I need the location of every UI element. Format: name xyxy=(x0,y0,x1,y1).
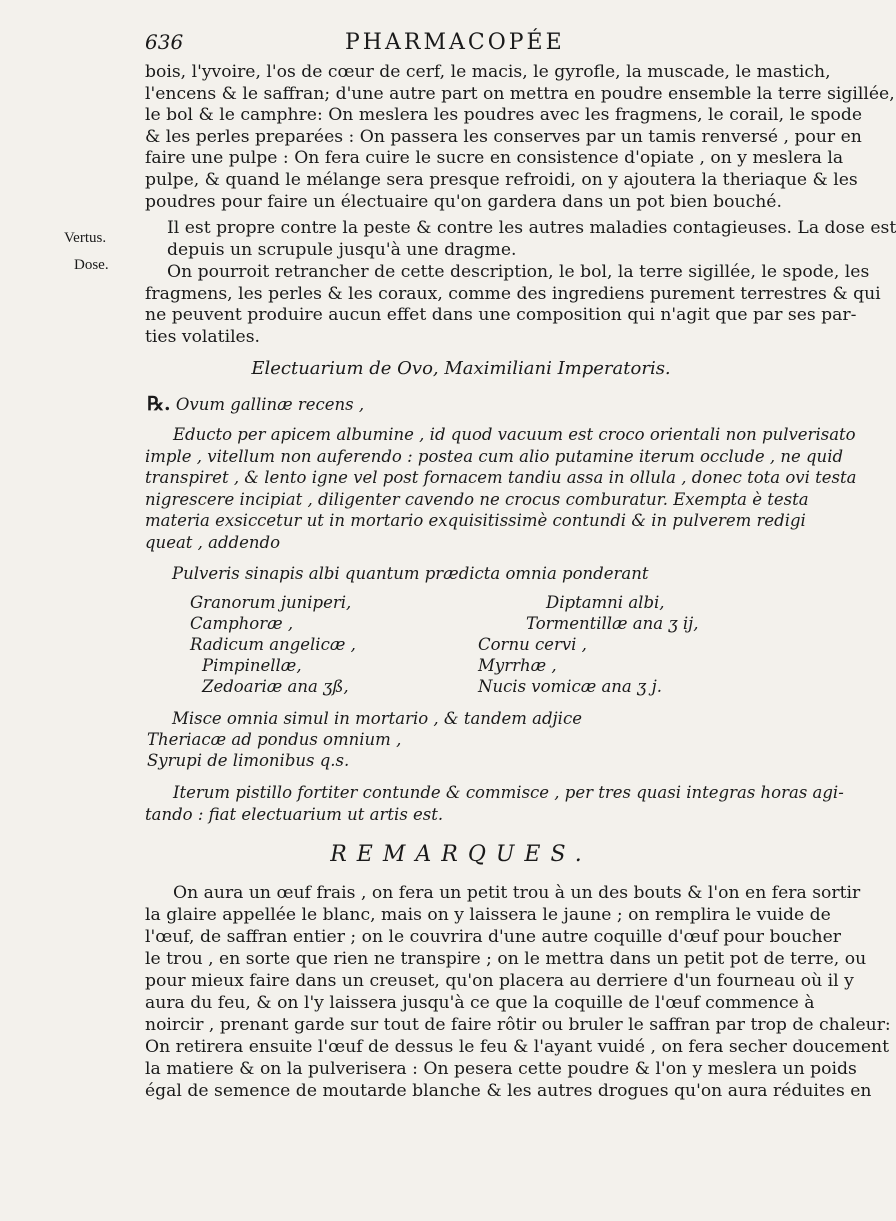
ingredient: Zedoariæ ana ʒß, xyxy=(202,677,349,696)
text-line: la matiere & on la pulverisera : On pesera cette poudre & l'on y meslera un poids xyxy=(145,1059,857,1079)
ingredient: Myrrhæ , xyxy=(478,656,557,675)
educto-paragraph xyxy=(145,424,857,553)
text-line: Syrupi de limonibus q.s. xyxy=(147,751,350,770)
text-line: pulpe, & quand le mélange sera presque refroidi, on y ajoutera la theriaque & les xyxy=(145,169,858,190)
pulveris-line: Pulveris sinapis albi quantum prædicta omnia ponderant xyxy=(172,564,649,583)
text-line: Educto per apicem albumine , id quod vacuum est croco orientali non pulverisato xyxy=(173,425,856,444)
text-line: ties volatiles. xyxy=(145,326,261,347)
text-line: faire une pulpe : On fera cuire le sucre en consistence d'opiate , on y meslera la xyxy=(145,148,844,169)
text-line: l'œuf, de saffran entier ; on le couvrira d'une autre coquille d'œuf pour boucher xyxy=(145,927,841,947)
text-line: materia exsiccetur ut in mortario exquisitissimè contundi & in pulverem redigi xyxy=(145,511,806,530)
ingredient: Cornu cervi , xyxy=(478,635,587,654)
running-title: PHARMACOPÉE xyxy=(345,30,565,55)
text-line: le trou , en sorte que rien ne transpire ; on le mettra dans un petit pot de terre, ou xyxy=(145,949,867,969)
intro-paragraph xyxy=(145,62,895,213)
text-line: Theriacæ ad pondus omnium , xyxy=(147,730,402,749)
misce-block xyxy=(147,708,582,771)
ingredient: Granorum juniperi, xyxy=(190,593,352,612)
text-line: ne peuvent produire aucun effet dans une composition qui n'agit que par ses par- xyxy=(145,305,857,326)
text-line: la glaire appellée le blanc, mais on y laissera le jaune ; on remplira le vuide de xyxy=(145,905,831,925)
margin-note-vertus: Vertus. xyxy=(64,230,107,246)
recipe-title: Electuarium de Ovo, Maximiliani Imperatoris. xyxy=(251,358,671,379)
ingredients-left xyxy=(190,592,356,697)
recipe-symbol: ℞. xyxy=(147,393,171,415)
retrancher-paragraph xyxy=(145,262,881,348)
text-line: le bol & le camphre: On meslera les poudres avec les fragmens, le corail, le spode xyxy=(145,105,863,126)
text-line: queat , addendo xyxy=(145,532,281,552)
text-line: Il est propre contre la peste & contre les autres maladies contagieuses. La dose est xyxy=(167,218,896,238)
recipe-first-line xyxy=(147,394,364,415)
text-line: imple , vitellum non auferendo : postea cum alio putamine iterum occlude , ne quid xyxy=(145,446,844,466)
ingredient: Radicum angelicæ , xyxy=(190,635,356,654)
text-line: Misce omnia simul in mortario , & tandem adjice xyxy=(172,709,582,728)
page-header xyxy=(0,30,800,58)
text-line: transpiret , & lento igne vel post fornacem tandiu assa in ollula , donec tota ovi testa xyxy=(145,468,857,487)
text-line: nigrescere incipiat , diligenter cavendo ne crocus comburatur. Exempta è testa xyxy=(145,489,809,509)
ingredient: Nucis vomicæ ana ʒ j. xyxy=(478,677,662,696)
text-line: bois, l'yvoire, l'os de cœur de cerf, le macis, le gyrofle, la muscade, le mastich, xyxy=(145,62,831,82)
text-line: On aura un œuf frais , on fera un petit trou à un des bouts & l'on en fera sortir xyxy=(173,883,861,903)
ingredient: Camphoræ , xyxy=(190,614,294,633)
text-line: pour mieux faire dans un creuset, qu'on placera au derriere d'un fourneau où il y xyxy=(145,971,854,991)
text-line: l'encens & le saffran; d'une autre part on mettra en poudre ensemble la terre sigillée, xyxy=(145,83,895,104)
recipe-first-ingredient: Ovum gallinæ recens , xyxy=(175,395,365,414)
ingredient: Pimpinellæ, xyxy=(202,656,302,675)
text-line: depuis un scrupule jusqu'à une dragme. xyxy=(167,239,517,260)
text-line: Iterum pistillo fortiter contunde & commisce , per tres quasi integras horas agi- xyxy=(173,783,844,802)
text-line: poudres pour faire un électuaire qu'on gardera dans un pot bien bouché. xyxy=(145,191,782,212)
remarques-paragraph xyxy=(145,882,891,1102)
text-line: On retirera ensuite l'œuf de dessus le feu & l'ayant vuidé , on fera secher doucement xyxy=(145,1037,890,1057)
text-line: égal de semence de moutarde blanche & les autres drogues qu'on aura réduites en xyxy=(145,1081,872,1101)
text-line: aura du feu, & on l'y laissera jusqu'à ce que la coquille de l'œuf commence à xyxy=(145,993,815,1013)
ingredient: Tormentillæ ana ʒ ij, xyxy=(526,614,699,633)
text-line: fragmens, les perles & les coraux, comme des ingrediens purement terrestres & qui xyxy=(145,283,881,304)
vertus-paragraph xyxy=(145,218,896,261)
margin-note-dose: Dose. xyxy=(74,257,109,273)
iterum-paragraph xyxy=(145,782,844,825)
text-line: tando : fiat electuarium ut artis est. xyxy=(145,804,444,824)
remarques-heading: REMARQUES. xyxy=(330,842,592,867)
ingredients-right xyxy=(478,592,699,697)
text-line: On pourroit retrancher de cette description, le bol, la terre sigillée, le spode, les xyxy=(167,262,870,282)
page-number: 636 xyxy=(145,30,184,54)
ingredient: Diptamni albi, xyxy=(546,593,665,612)
text-line: & les perles preparées : On passera les conserves par un tamis renversé , pour en xyxy=(145,126,862,147)
text-line: noircir , prenant garde sur tout de faire rôtir ou bruler le saffran par trop de chaleur: xyxy=(145,1015,891,1035)
